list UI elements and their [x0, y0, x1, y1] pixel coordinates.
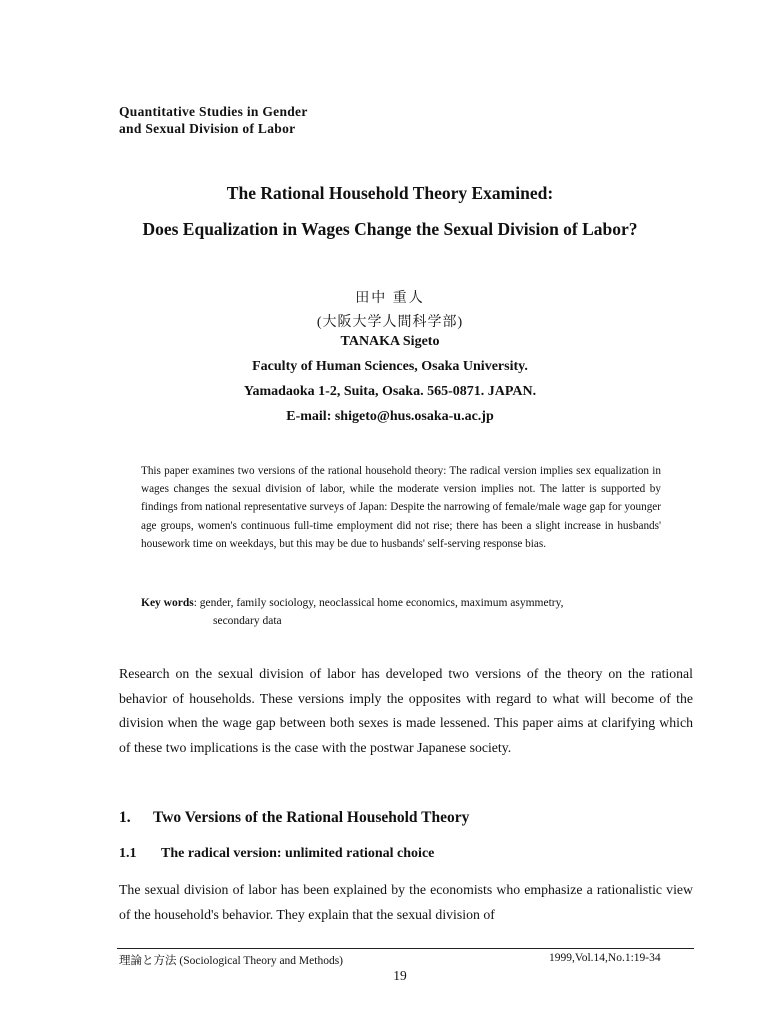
paper-title-line-1: The Rational Household Theory Examined:	[226, 183, 554, 203]
section-1-1-title: The radical version: unlimited rational choice	[161, 846, 435, 861]
keywords-line-2: secondary data	[213, 615, 282, 627]
section-1-1-paragraph: The sexual division of labor has been explained by the economists who emphasize a rationalistic view of the household's behavior. They explain that the sexual division of	[119, 882, 693, 922]
section-1-title: Two Versions of the Rational Household Theory	[153, 809, 470, 826]
abstract: This paper examines two versions of the rational household theory: The radical version implies sex equalization in wages changes the sexual division of labor, while the moderate version implies not. The latter is supported by findings from national representative surveys of Japan: Despite the narrowing of female/male wage gap for younger age groups, women's continuous full-time employment did not rise; there has been a slight increase in husbands' housework time on weekdays, but this may be due to husbands' self-serving response bias.	[141, 465, 661, 550]
author-address: Yamadaoka 1-2, Suita, Osaka. 565-0871. JAPAN.	[243, 384, 537, 399]
footer-citation: 1999,Vol.14,No.1:19-34	[549, 952, 661, 964]
section-1-1-heading	[119, 846, 434, 862]
series-line-2: and Sexual Division of Labor	[119, 121, 296, 136]
author-faculty: Faculty of Human Sciences, Osaka University.	[252, 359, 528, 374]
author-email: E-mail: shigeto@hus.osaka-u.ac.jp	[286, 409, 494, 424]
author-name-japanese: 田中 重人	[355, 291, 425, 306]
keywords-label: Key words	[141, 597, 194, 609]
keywords	[141, 594, 671, 630]
section-1-number: 1.	[119, 809, 131, 826]
series-line-1: Quantitative Studies in Gender	[119, 104, 308, 119]
author-name: TANAKA Sigeto	[340, 334, 440, 349]
footer-divider	[117, 948, 694, 949]
page-number: 19	[393, 968, 407, 983]
section-1-heading	[119, 809, 469, 827]
intro-paragraph: Research on the sexual division of labor has developed two versions of the theory on the rational behavior of households. These versions imply the opposites with regard to what will become of the division when the wage gap between both sexes is made lessened. This paper aims at clarifying which of these two implications is the case with the postwar Japanese society.	[119, 666, 693, 755]
series-heading	[119, 103, 308, 137]
keywords-line-1: : gender, family sociology, neoclassical home economics, maximum asymmetry,	[193, 597, 564, 609]
footer-journal: 理論と方法 (Sociological Theory and Methods)	[119, 955, 344, 967]
section-1-1-number: 1.1	[119, 846, 137, 861]
paper-title-line-2: Does Equalization in Wages Change the Sexual Division of Labor?	[142, 219, 638, 239]
author-affiliation-japanese: (大阪大学人間科学部)	[316, 315, 464, 330]
